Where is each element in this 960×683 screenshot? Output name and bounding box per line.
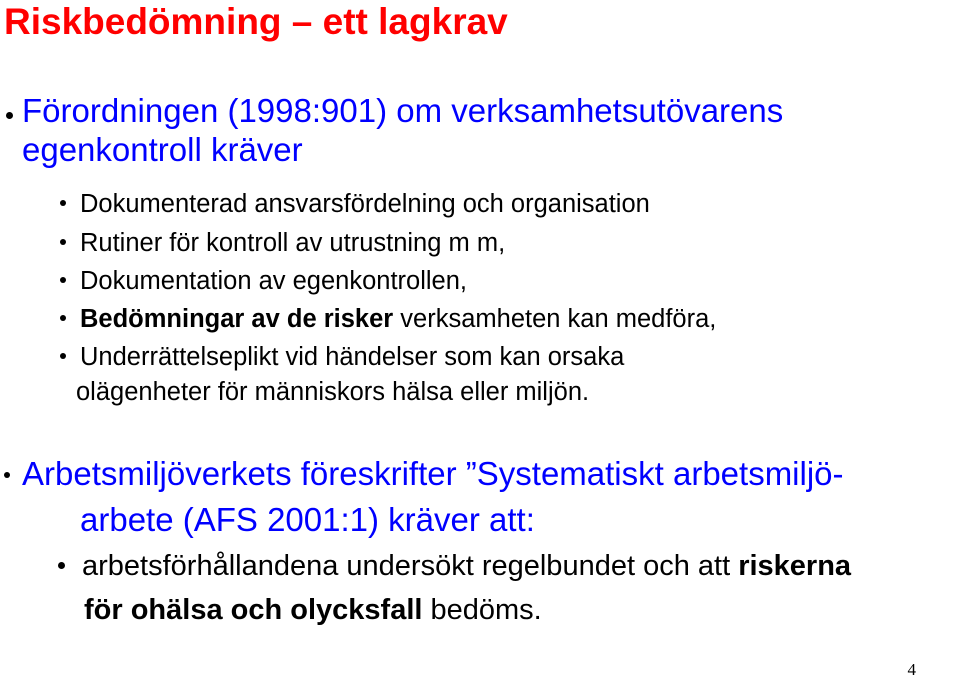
- list-item-text: Rutiner för kontroll av utrustning m m,: [80, 229, 506, 257]
- slide-title: Riskbedömning – ett lagkrav: [4, 1, 508, 42]
- section-1-heading-line-2: egenkontroll kräver: [22, 131, 303, 168]
- plain-text: verksamheten kan medföra,: [393, 305, 717, 333]
- plain-text: bedöms.: [422, 594, 542, 626]
- list-item-text: Dokumentation av egenkontrollen,: [80, 267, 467, 295]
- emphasis-text: för ohälsa och olycksfall: [84, 594, 423, 626]
- emphasis-text: riskerna: [738, 550, 852, 582]
- list-item-continuation: olägenheter för människors hälsa eller miljön.: [76, 378, 590, 406]
- bullet-icon: [60, 353, 66, 359]
- bullet-icon: [6, 112, 13, 119]
- list-item-text: Dokumenterad ansvarsfördelning och organisation: [80, 190, 650, 218]
- plain-text: arbetsförhållandena undersökt regelbundet och att: [82, 550, 739, 582]
- list-item-text: [80, 304, 716, 334]
- bullet-icon: [58, 562, 65, 569]
- bullet-icon: [60, 200, 66, 206]
- list-item-continuation: [84, 593, 542, 627]
- bullet-icon: [4, 472, 10, 478]
- list-item-text: [82, 549, 851, 583]
- section-1-bullet: [0, 92, 960, 172]
- bullet-icon: [60, 315, 66, 321]
- emphasis-text: Bedömningar av de risker: [80, 305, 394, 333]
- section-2-heading-line-2: arbete (AFS 2001:1) kräver att:: [80, 501, 535, 538]
- page-number: 4: [907, 660, 916, 679]
- section-2-bullet: [0, 455, 960, 538]
- bullet-icon: [60, 277, 66, 283]
- section-1-heading-line-1: Förordningen (1998:901) om verksamhetsutövarens: [22, 92, 784, 129]
- section-2-heading-line-1: Arbetsmiljöverkets föreskrifter ”Systematiskt arbetsmiljö-: [22, 455, 844, 492]
- list-item-text: Underrättelseplikt vid händelser som kan orsaka: [80, 343, 625, 371]
- bullet-icon: [60, 239, 66, 245]
